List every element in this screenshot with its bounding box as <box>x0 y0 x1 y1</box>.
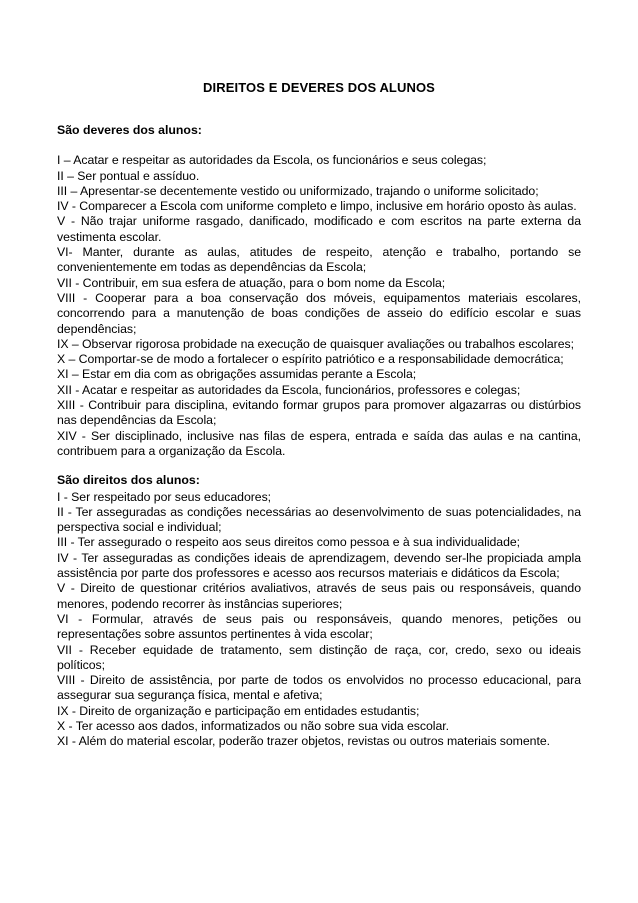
deveres-item: IV - Comparecer a Escola com uniforme completo e limpo, inclusive em horário oposto às aulas. <box>57 199 577 214</box>
deveres-item: VII - Contribuir, em sua esfera de atuação, para o bom nome da Escola; <box>57 275 446 290</box>
document-title: DIREITOS E DEVERES DOS ALUNOS <box>203 80 435 95</box>
deveres-item: V - Não trajar uniforme rasgado, danificado, modificado e com escritos na parte externa da vestimenta escolar. <box>57 214 581 244</box>
direitos-item: VI - Formular, através de seus pais ou responsáveis, quando menores, petições ou representações sobre assuntos pertinentes à vida escolar; <box>57 611 581 642</box>
deveres-heading: São deveres dos alunos: <box>57 123 202 137</box>
direitos-item: X - Ter acesso aos dados, informatizados ou não sobre sua vida escolar. <box>57 718 449 733</box>
direitos-item: III - Ter assegurado o respeito aos seus direitos como pessoa e à sua individualidade; <box>57 535 521 550</box>
direitos-list <box>57 490 581 750</box>
direitos-item: I - Ser respeitado por seus educadores; <box>57 489 272 504</box>
deveres-item: XIV - Ser disciplinado, inclusive nas filas de espera, entrada e saída das aulas e na cantina, contribuem para a organização da Escola. <box>57 428 581 458</box>
deveres-item: III – Apresentar-se decentemente vestido ou uniformizado, trajando o uniforme solicitado; <box>57 183 539 198</box>
direitos-item: VII - Receber equidade de tratamento, sem distinção de raça, cor, credo, sexo ou ideais políticos; <box>57 642 581 672</box>
direitos-item: II - Ter asseguradas as condições necessárias ao desenvolvimento de suas potencialidades, na perspectiva social e individual; <box>57 504 581 535</box>
deveres-item: XII - Acatar e respeitar as autoridades da Escola, funcionários, professores e colegas; <box>57 382 521 397</box>
deveres-item: I – Acatar e respeitar as autoridades da Escola, os funcionários e seus colegas; <box>57 153 487 168</box>
deveres-item: XI – Estar em dia com as obrigações assumidas perante a Escola; <box>57 367 417 382</box>
direitos-item: IX - Direito de organização e participação em entidades estudantis; <box>57 703 420 718</box>
deveres-list <box>57 153 581 459</box>
deveres-item: II – Ser pontual e assíduo. <box>57 168 200 183</box>
direitos-heading: São direitos dos alunos: <box>57 473 200 488</box>
deveres-item: IX – Observar rigorosa probidade na execução de quaisquer avaliações ou trabalhos escolares; <box>57 336 574 351</box>
deveres-item: X – Comportar-se de modo a fortalecer o espírito patriótico e a responsabilidade democrática; <box>57 352 564 367</box>
direitos-item: V - Direito de questionar critérios avaliativos, através de seus pais ou responsáveis, quando menores, podendo recorrer às instâncias superiores; <box>57 581 581 611</box>
deveres-item: VIII - Cooperar para a boa conservação dos móveis, equipamentos materiais escolares, concorrendo para a manutenção de boas condições de asseio do edifício escolar e suas dependências; <box>57 290 581 336</box>
direitos-item: VIII - Direito de assistência, por parte de todos os envolvidos no processo educacional, para assegurar sua segurança física, mental e afetiva; <box>57 673 581 703</box>
document-body <box>57 123 581 750</box>
direitos-item: IV - Ter asseguradas as condições ideais de aprendizagem, devendo ser-lhe propiciada ampla assistência por parte dos professores e acesso aos recursos materiais e didáticos da Escola; <box>57 550 581 581</box>
deveres-item: VI- Manter, durante as aulas, atitudes de respeito, atenção e trabalho, portando se convenientemente em todas as dependências da Escola; <box>57 245 581 275</box>
direitos-item: XI - Além do material escolar, poderão trazer objetos, revistas ou outros materiais somente. <box>57 734 550 749</box>
deveres-item: XIII - Contribuir para disciplina, evitando formar grupos para promover algazarras ou distúrbios nas dependências da Escola; <box>57 398 581 428</box>
